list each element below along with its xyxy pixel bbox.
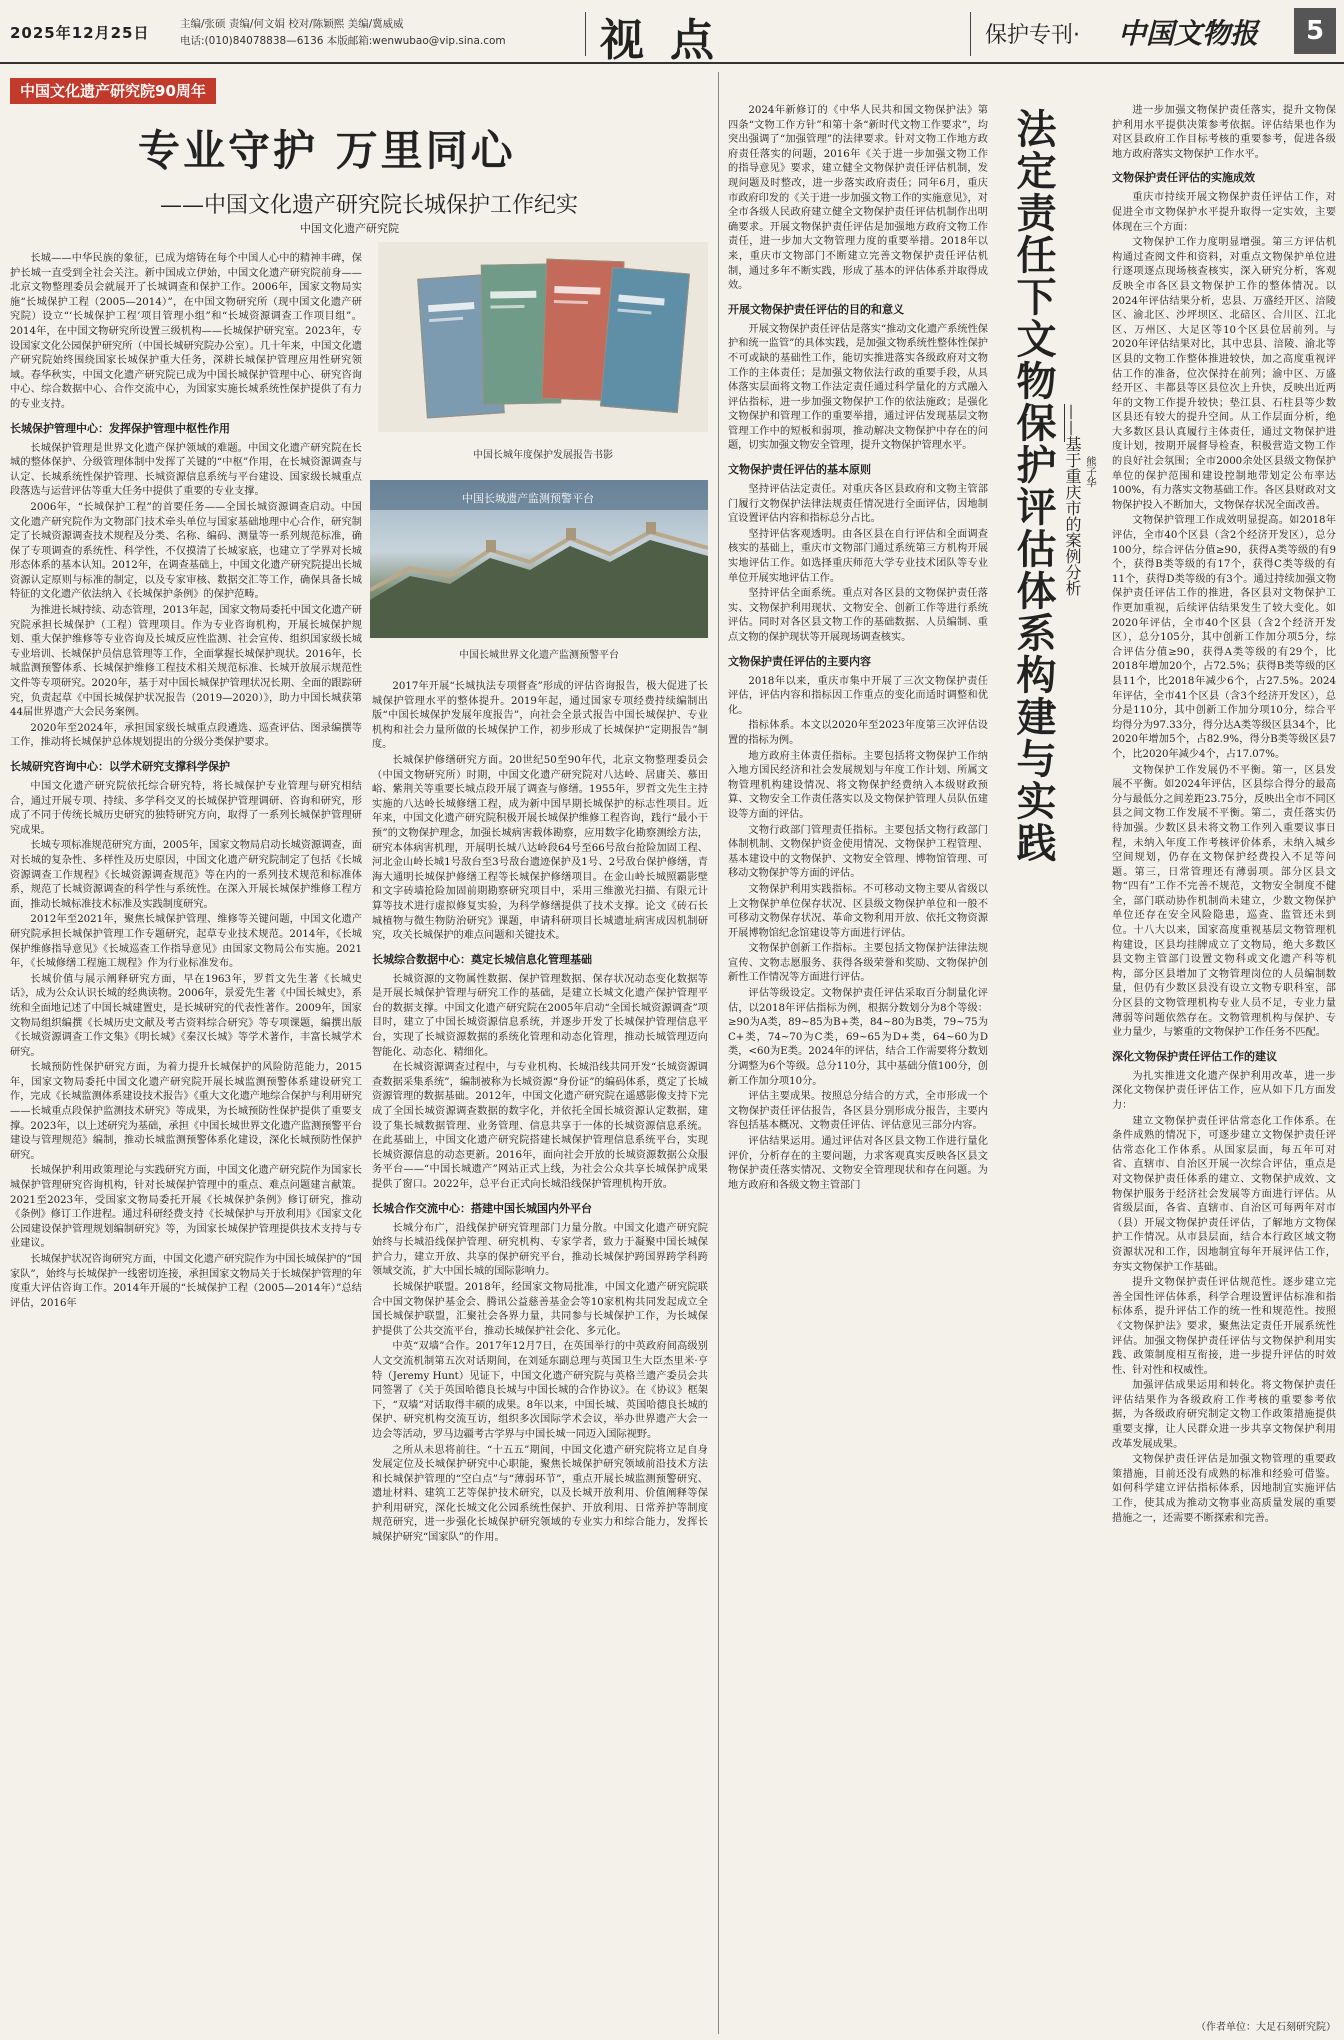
divider xyxy=(585,12,586,56)
paragraph: 开展文物保护责任评估是落实“推动文化遗产系统性保护和统一监管”的具体实践，是加强文物系统性整体性保护不可或缺的基础性工作，能切实推进落实各级政府对文物工作的主体责任；是加强文物依法行政的重要手段，从具体落实层面将文物工作法定责任通过科学量化的方式融入评估指标，进一步加强文物保护工作的依法施政；是强化文物保护和管理工作的重要举措，通过评估发现基层文物管理工作中的短板和弱项，推动解决文物保护中存在的问题，切实加强文物安全管理，提升文物保护管理水平。 xyxy=(728,323,988,452)
section-heading: 长城合作交流中心：搭建中国长城国内外平台 xyxy=(372,1201,592,1215)
right-article-author: 熊子华 xyxy=(1085,456,1097,488)
paragraph: 评估结果运用。通过评估对各区县文物工作进行量化评价，分析存在的主要问题，力求客观真实反映各区县文物保护责任落实情况、文物安全管理现状和存在问题。为地方政府和各级文物主管部门 xyxy=(728,1136,988,1191)
paragraph: 中英“双墙”合作。2017年12月7日，在英国举行的中英政府间高级别人文交流机制第五次对话期间，在刘延东副总理与英国卫生大臣杰里米·亨特（Jeremy Hunt）见证下，中国文化遗产研究院与英格兰遗产委员会共同签署了《关于英国哈德良长城与中国长城的合作协议》。在《协议》框架下，“双墙”对话取得丰硕的成果。8年以来，中国长城、英国哈德良长城的保护、研究机构交流互访，组织多次国际学术会议，举办世界遗产大会一边会等活动，罗马边疆考古学界与中国长城一同迈入国际视野。 xyxy=(372,1341,708,1440)
section-title: 视点 xyxy=(600,15,740,66)
paragraph: 文物保护创新工作指标。主要包括文物保护法律法规宣传、文物志愿服务、获得各级荣誉和奖励、文物保护创新性工作情况等方面进行评估。 xyxy=(728,943,988,984)
paragraph: 长城资源的文物属性数据、保护管理数据、保存状况动态变化数据等是开展长城保护管理与研究工作的基础，是建立长城文化遗产保护管理平台的数据支撑。中国文化遗产研究院在2005年启动“全国长城资源调查”项目时，建立了中国长城资源信息系统，并逐步开发了长城保护管理信息平台，实现了长城资源数据的系统化管理和动态化管理，推动长城管理迈向智能化、动态化、精细化。 xyxy=(372,973,708,1058)
paragraph: 地方政府主体责任指标。主要包括将文物保护工作纳入地方国民经济和社会发展规划与年度工作计划、所属文物管理机构建设情况、将文物保护经费纳入本级财政预算、文物安全工作责任落实以及文物保护管理人员队伍建设等方面的评估。 xyxy=(728,750,988,820)
page-number: 5 xyxy=(1294,8,1336,54)
article-column-4 xyxy=(1112,104,1336,2008)
divider xyxy=(970,12,971,56)
paragraph: 中国文化遗产研究院依托综合研究特，将长城保护专业管理与研究相结合，通过开展专项、持续、多学科交叉的长城保护管理调研、咨询和研究，形成了不同于传统长城历史研究的独特研究方向，取得了一系列长城保护管理研究成果。 xyxy=(10,781,362,836)
paragraph: 进一步加强文物保护责任落实，提升文物保护利用水平提供决策参考依据。评估结果也作为对区县政府工作目标考核的重要参考，促进各级地方政府落实文物保护工作水平。 xyxy=(1112,105,1336,160)
issue-date: 2025年12月25日 xyxy=(10,24,150,42)
editor-credits xyxy=(180,16,506,50)
column-rule xyxy=(718,72,719,2034)
paragraph: 长城——中华民族的象征，已成为熔铸在每个中国人心中的精神丰碑，保护长城一直受到全社会关注。新中国成立伊始，中国文化遗产研究院前身——北京文物整理委员会就展开了长城调查和保护工作。2006年，国家文物局实施“长城保护工程（2005—2014）”，在中国文物研究所（现中国文化遗产研究院）设立“‘长城保护工程’项目管理小组”和“长城资源调查工作项目组”。2014年，在中国文物研究所设置三级机构——长城保护研究室。2023年，专设国家文化公园保护研究所（中国长城研究院办公室）。几十年来，中国文化遗产研究院始终围绕国家长城保护重大任务，深耕长城保护管理应用性研究领域。春华秋实，中国文化遗产研究院已成为中国长城保护管理中心、研究咨询中心、综合数据中心、合作交流中心，为国家实施长城系统性保护提供了有力的专业支持。 xyxy=(10,253,362,410)
paragraph: 提升文物保护责任评估规范性。逐步建立完善全国性评估体系，科学合理设置评估标准和指标体系，提升评估工作的统一性和规范性。按照《文物保护法》要求，聚焦法定责任开展系统性评估。加强文物保护责任评估与文物保护利用实践、政策制度相互衔接，进一步提升评估的时效性、针对性和权威性。 xyxy=(1112,1277,1336,1376)
paragraph: 2024年新修订的《中华人民共和国文物保护法》第四条“文物工作方针”和第十条“新时代文物工作要求”，均突出强调了“加强管理”的法律要求。针对文物工作地方政府责任落实的问题，2016年《关于进一步加强文物工作的指导意见》要求，建立健全文物保护责任评估机制，发现问题及时整改，进一步落实政府责任；同年6月，重庆市政府印发的《关于进一步加强文物工作的实施意见》，对全市各级人民政府建立健全文物保护责任评估机制作出明确要求。开展文物保护责任评估是加强地方政府文物工作责任，进一步加大文物管理力度的重要举措。2018年以来，重庆市文物部门不断建立完善文物保护责任评估机制，通过多年不断实践，形成了基本的评估体系并取得成效。 xyxy=(728,105,988,292)
paragraph: 2012年至2021年，聚焦长城保护管理、维修等关键问题，中国文化遗产研究院承担长城保护管理工作专题研究，起草专业技术规范。2014年，《长城保护维修指导意见》《长城巡查工作指导意见》由国家文物局公布实施。2021年，《长城修缮工程施工规程》作为行业标准发布。 xyxy=(10,914,362,970)
anniversary-banner: 中国文化遗产研究院90周年 xyxy=(10,78,216,104)
paragraph: 2017年开展“长城执法专项督查”形成的评估咨询报告，极大促进了长城保护管理水平的整体提升。2019年起，通过国家专项经费持续编制出版“中国长城保护发展年度报告”，向社会全景式报告中国长城保护、专业机构和社会力量所做的长城保护工作，初步形成了长城保护“定期报告”制度。 xyxy=(372,681,708,751)
paragraph: 长城保护状况咨询研究方面，中国文化遗产研究院作为中国长城保护的“国家队”，始终与长城保护一线密切连接，承担国家文物局关于长城保护管理的年度重大评估咨询工作。2014年开展的“长城保护工程（2005—2014年）”总结评估，2016年 xyxy=(10,1254,362,1309)
paragraph: 2018年以来，重庆市集中开展了三次文物保护责任评估，评估内容和指标因工作重点的变化而适时调整和优化。 xyxy=(728,675,988,716)
platform-title: 中国长城遗产监测预警平台 xyxy=(462,492,594,505)
article-subheadline: ——中国文化遗产研究院长城保护工作纪实 xyxy=(160,193,579,218)
article-author: 中国文化遗产研究院 xyxy=(300,222,399,235)
monitoring-platform-screenshot xyxy=(370,480,708,638)
paragraph: 坚持评估客观透明。由各区县在自行评估和全面调查核实的基础上，重庆市文物部门通过系统第三方机构开展实地评估工作。如选择重庆师范大学专业技术团队等专业单位开展实地评估工作。 xyxy=(728,528,988,584)
paragraph: 坚持评估全面系统。重点对各区县的文物保护责任落实、文物保护利用现状、文物安全、创新工作等进行系统评估。同时对各区县文物工作的基础数据、人员编制、重点文物的保护现状等开展现场调查核实。 xyxy=(728,588,988,643)
paragraph: 文物保护工作发展仍不平衡。第一，区县发展不平衡。如2024年评估，区县综合得分的最高分与最低分之间差距23.75分，反映出全市不同区县之间文物工作发展不平衡。第二，责任落实仍待加强。少数区县未将文物工作列入重要议事日程，未纳入年度工作考核评价体系，未纳入城乡空间规划，仍存在文物保护经费投入不足等问题。第三，日常管理还有薄弱项。部分区县文物“四有”工作不完善不规范，文物安全制度不健全，部门联动协作机制尚未建立，少数文物保护单位还存在安全风险隐患，巡查、监管还未到位。十八大以来，国家高度重视基层文物管理机构建设，区县均挂牌成立了文物局，绝大多数区县文物主管部门设置文物科或文化遗产科等机构，部分区县增加了文物管理岗位的人员编制数量，但仍有少数区县没有设立文物专职科室，部分区县的文物管理机构专业人员不足，专业力量薄弱等问题依然存在。文物管理机构与保护、专业力量少，与繁重的文物保护工作任务不匹配。 xyxy=(1112,764,1336,1039)
article-headline: 专业守护 万里同心 xyxy=(138,126,516,175)
section-heading: 长城保护管理中心：发挥保护管理中枢性作用 xyxy=(10,421,230,435)
section-heading: 文物保护责任评估的主要内容 xyxy=(728,654,871,668)
paragraph: 文物行政部门管理责任指标。主要包括文物行政部门体制机制、文物保护资金使用情况、文物保护工程管理、基本建设中的文物保护、文物安全管理、博物馆管理、可移动文物保护等方面的评估。 xyxy=(728,824,988,880)
great-wall-illustration xyxy=(370,480,708,638)
paragraph: 2006年，“长城保护工程”的首要任务——全国长城资源调查启动。中国文化遗产研究院作为文物部门技术牵头单位与国家基础地理中心合作，研究制定了长城资源调查技术规程及分类、名称、编码、测量等一系列规范标准，确保了专项调查的系统性、科学性，不仅摸清了长城家底，也建立了学界对长城形态体系的基本认知。2012年，在调查基础上，中国文化遗产研究院提出长城资源认定原则与标准的制定，以及专家审核、数据交汇等工作，确保具备长城特征的文化遗产依法纳入《长城保护条例》的保护范畴。 xyxy=(10,501,362,601)
paragraph: 在长城资源调查过程中，与专业机构、长城沿线共同开发“长城资源调查数据采集系统”，编制被称为长城资源“身份证”的编码体系，奠定了长城资源管理的数据基础。2012年，中国文化遗产研究院在遥感影像支持下完成了全国长城资源调查数据的数字化，并依托全国长城资源认定数据，建设了集长城数据管理、业务管理、信息共享于一体的长城资源信息系统。在此基础上，中国文化遗产研究院搭建长城保护管理信息系统平台，实现长城资源信息的动态更新。2016年，面向社会开放的长城资源数据公众服务平台——“中国长城遗产”网站正式上线，为社会公众共享长城保护成果提供了窗口。2022年，总平台正式向长城沿线保护管理机构开放。 xyxy=(372,1062,708,1190)
author-affiliation: （作者单位：大足石刻研究院） xyxy=(1196,2022,1336,2033)
section-heading: 文物保护责任评估的基本原则 xyxy=(728,463,871,477)
paragraph: 文物保护管理工作成效明显提高。如2018年评估，全市40个区县（含2个经济开发区），总分100分，综合评估分值≥90，获得A类等级的有9个，获得B类等级的有17个，获得C类等级的有11个，获得D类等级的有3个。通过持续加强文物保护责任评估工作的推进，各区县对文物保护工作更加重视，后续评估结果发生了较大变化。如2020年评估，全市40个区县（含2个经济开发区），总分105分，其中创新工作加分项5分，综合评估分值≥90，获得A类等级的有29个，比2018年增加20个，占72.5%；获得B类等级的区县11个，比2018年减少6个，占27.5%。2024年评估，全市41个区县（含3个经济开发区），总分是110分，其中创新工作加分项10分，综合平均得分为97.33分，得分达A类等级区县34个，比2020年增加5个，占82.9%，得分B类等级区县7个，比2020年减少4个，占17.07%。 xyxy=(1112,515,1336,760)
paragraph: 长城分布广，沿线保护研究管理部门力量分散。中国文化遗产研究院始终与长城沿线保护管理、研究机构、专家学者，致力于凝聚中国长城保护合力，建立开放、共享的保护研究平台，推动长城保护跨国界跨学科跨领域交流，扩大中国长城的国际影响力。 xyxy=(372,1222,708,1278)
section-heading: 长城研究咨询中心：以学术研究支撑科学保护 xyxy=(10,760,230,773)
book-cover xyxy=(600,267,690,413)
paragraph: 评估主要成果。按照总分结合的方式，全市形成一个文物保护责任评估报告，各区县分别形成分报告，主要内容包括基本概况、文物责任评估、评估意见三部分内容。 xyxy=(728,1091,988,1132)
report-covers-photo xyxy=(378,242,708,432)
paragraph: 长城保护修缮研究方面。20世纪50至90年代，北京文物整理委员会（中国文物研究所）时期，中国文化遗产研究院对八达岭、居庸关、慕田峪、紫荆关等重要长城点段开展了调查与修缮。1955年，罗哲文先生主持实施的八达岭长城修缮工程，成为新中国早期长城保护的标志性项目。近年来，中国文化遗产研究院积极开展长城保护维修工程咨询，践行“最小干预”的文物保护理念，加强长城病害载体勘察，应用数字化勘察测绘方法，研究本体病害机理，开展明长城八达岭段64号至66号敌台抢险加固工程、河北金山岭长城1号敌台至3号敌台遗迹保护及1号、2号敌台保护修缮，青海大通明长城保护修缮工程等长城保护修缮项目。在金山岭长城照霸影壁和文字砖墙抢险加固前期勘察研究项目中，采用三维激光扫描、有限元计算等技术进行虚拟修复实验，为科学修缮提供了技术支撑。论文《砖石长城植物与微生物防治研究》课题，申请科研项目长城遗址病害成因机制研究，攻关长城保护的难点问题和关键技术。 xyxy=(372,754,708,942)
paragraph: 文物保护责任评估是加强文物管理的重要政策措施，目前还没有成熟的标准和经验可借鉴。如何科学建立评估指标体系，因地制宜实施评估工作，使其成为推动文物事业高质量发展的重要措施之一，还需要不断探索和完善。 xyxy=(1112,1454,1336,1524)
paragraph: 长城预防性保护研究方面，为着力提升长城保护的风险防范能力，2015年，国家文物局委托中国文化遗产研究院开展长城监测预警体系建设研究工作，完成《长城监测体系建设技术报告》《重大文化遗产地综合保护与利用研究——长城重点段保护监测技术研究》等成果，为长城预防性保护提供了重要支撑。2023年，以上述研究为基础，承担《中国长城世界文化遗产监测预警平台建设与管理规范》编制，推动长城监测预警体系化建设，深化长城预防性保护研究。 xyxy=(10,1062,362,1161)
paragraph: 长城专项标准规范研究方面，2005年，国家文物局启动长城资源调查，面对长城的复杂性、多样性及历史原因，中国文化遗产研究院制定了包括《长城资源调查工作规程》《长城资源调查规范》等在内的一系列技术规范和标准体系，规范了长城资源调查的科学性与系统性。在深入开展长城保护维修工程方面，推动长城标准技术标准及实践制度研究。 xyxy=(10,840,362,910)
paragraph: 为推进长城持续、动态管理，2013年起，国家文物局委托中国文化遗产研究院承担长城保护（工程）管理项目。作为专业咨询机构，开展长城保护规划、重大保护维修等专业咨询及长城反应性监测、社会宣传、组织国家级长城专业培训、长城保护员信息管理等工作，全面掌握长城保护现状。2016年，长城监测预警体系、长城保护维修工程技术相关规范标准、长城开放展示规范性文件等专项研究。2020年，基于对中国长城保护管理状况长期、全面的跟踪研究，负责起草《中国长城保护状况报告（2019—2020）》，助力中国长城获第44届世界遗产大会民务案例。 xyxy=(10,605,362,719)
section-heading: 文物保护责任评估的实施成效 xyxy=(1112,171,1255,185)
masthead xyxy=(0,0,1344,64)
paragraph: 长城保护管理是世界文化遗产保护领域的难题。中国文化遗产研究院在长城的整体保护、分级管理体制中发挥了关键的“中枢”作用，在长城资源调查与认定、长城系统性保护管理、长城资源信息系统与平台建设、国家级长城重点段落选与运营评估等重大任务中提供了重要的专业支撑。 xyxy=(10,442,362,498)
special-edition-label: 保护专刊· xyxy=(985,23,1080,48)
article-column-3 xyxy=(728,104,988,2034)
section-heading: 开展文物保护责任评估的目的和意义 xyxy=(728,302,904,316)
paragraph: 建立文物保护责任评估常态化工作体系。在条件成熟的情况下，可逐步建立文物保护责任评估常态化工作体系。从国家层面，每五年可对省、直辖市、自治区开展一次综合评估，重点是对文物保护责任体系的建立、文物保护成效、文物保护服务于经济社会发展等方面进行评估。从省级层面，各省、直辖市、自治区可每两年对市（县）开展文物保护责任评估，了解地方文物保护工作情况。从市县层面，结合本行政区域文物资源状况和工作，因地制宜每年开展评估工作，夯实文物保护工作基础。 xyxy=(1112,1115,1336,1273)
paragraph: 长城价值与展示阐释研究方面，早在1963年，罗哲文先生著《长城史话》，成为公众认识长城的经典读物。2006年，景爱先生著《中国长城史》，系统和全面地记述了中国长城建置史，是长城研究的代表性著作。2009年，国家文物局组织编撰《长城历史文献及考古资料综合研究》等专项课题，编撰出版《长城资源调查工作文集》《明长城》《秦汉长城》等学术著作，丰富长城学术研究。 xyxy=(10,973,362,1058)
photo-caption: 中国长城年度保护发展报告书影 xyxy=(473,450,613,461)
paragraph: 文物保护利用实践指标。不可移动文物主要从省级以上文物保护单位保存状况、区县级文物保护单位和一般不可移动文物保存状况、革命文物利用开放、依托文物资源开展博物馆纪念馆建设等方面进行评估。 xyxy=(728,883,988,939)
paragraph: 重庆市持续开展文物保护责任评估工作，对促进全市文物保护水平提升取得一定实效，主要体现在三个方面： xyxy=(1112,192,1336,233)
paragraph: 2020年至2024年，承担国家级长城重点段遴选、巡查评估、图录编撰等工作，推动将长城保护总体规划提出的分级分类保护要求。 xyxy=(10,722,362,749)
contact-line: 电话:(010)84078838—6136 本版邮箱:wenwubao@vip.sina.com xyxy=(180,35,506,47)
article-column-2 xyxy=(372,680,708,2034)
section-heading: 深化文物保护责任评估工作的建议 xyxy=(1112,1049,1277,1063)
right-article-subtitle: ——基于重庆市的案例分析 xyxy=(1063,404,1082,596)
paragraph: 之所从未思将前往。“十五五”期间，中国文化遗产研究院将立足自身发展定位及长城保护研究中心职能，聚焦长城保护研究领域前沿技术方法和长城保护管理的“空白点”与“薄弱环节”，重点开展长城监测预警研究、遗址材料、建筑工艺等保护技术研究，以及长城开放利用、价值阐释等保护利用研究，深化长城文化公园系统性保护、开放利用、日常养护等制度规范研究，进一步强化长城保护研究领域的专业实力和综合能力，发挥长城保护研究“国家队”的作用。 xyxy=(372,1444,708,1544)
paragraph: 坚持评估法定责任。对重庆各区县政府和文物主管部门履行文物保护法律法规责任情况进行全面评估，因地制宜设置评估内容和指标总分占比。 xyxy=(728,484,988,525)
paragraph: 加强评估成果运用和转化。将文物保护责任评估结果作为各级政府工作考核的重要参考依据，为各级政府研究制定文物工作政策措施提供重要支撑，让人民群众进一步共享文物保护利用改革发展成果。 xyxy=(1112,1380,1336,1450)
paragraph: 指标体系。本文以2020年至2023年度第三次评估设置的指标为例。 xyxy=(728,720,988,746)
newspaper-logo: 中国文物报 xyxy=(1118,17,1259,50)
editor-line: 主编/张硕 责编/何文娟 校对/陈颖熙 美编/冀威威 xyxy=(180,18,404,30)
paragraph: 长城保护利用政策理论与实践研究方面，中国文化遗产研究院作为国家长城保护管理研究咨询机构，针对长城保护管理中的重点、难点问题建言献策。2021至2023年，受国家文物局委托开展《长城保护条例》修订研究，推动《条例》修订工作进程。通过科研经费支持《长城保护与开放利用》《国家文化公园建设保护管理规划编制研究》等，为国家长城保护管理提供技术支持与专业建议。 xyxy=(10,1165,362,1250)
paragraph: 长城保护联盟。2018年，经国家文物局批准，中国文化遗产研究院联合中国文物保护基金会、腾讯公益慈善基金会等10家机构共同发起成立全国长城保护联盟，汇聚社会各界力量，共同参与长城保护工作，为长城保护提供了公共交流平台，推动长城保护社会化、多元化。 xyxy=(372,1281,708,1337)
article-column-1 xyxy=(10,252,362,2034)
paragraph: 为扎实推进文化遗产保护利用改革，进一步深化文物保护责任评估工作，应从如下几方面发力： xyxy=(1112,1070,1336,1111)
photo-caption: 中国长城世界文化遗产监测预警平台 xyxy=(459,650,619,661)
section-heading: 长城综合数据中心：奠定长城信息化管理基础 xyxy=(372,952,592,966)
paragraph: 评估等级设定。文物保护责任评估采取百分制量化评估，以2018年评估指标为例，根据分数划分为8个等级：≥90为A类，89~85为B+类，84~80为B类，79~75为C+类，74~70为C类，69~65为D+类，64~60为D类，<60为E类。2024年的评估，结合工作需要将分数划分调整为6个等级。总分110分，其中基础分值100分，创新工作加分项10分。 xyxy=(728,988,988,1087)
paragraph: 文物保护工作力度明显增强。第三方评估机构通过查阅文件和资料，对重点文物保护单位进行逐项逐点现场核查核实，深入研究分析，客观反映全市各区县文物保护工作的整体情况。以2024年评估结果分析，忠县、万盛经开区、涪陵区、渝北区、沙坪坝区、北碚区、合川区、江北区、万州区、大足区等10个区县位居前列。与2020年评估结果对比，其中忠县、涪陵、渝北等区县的文物工作整体推进较快，加之高度重视评估工作的准备，位次保持在前列；渝中区、万盛经开区、丰都县等区县位次上升快，反映出近两年的文物工作提升较快；垫江县、石柱县等少数区县还有较大的提升空间。从工作层面分析，绝大多数区县认真履行主体责任，通过文物保护进度计划，按期开展督导检查，积极营造文物工作的良好社会氛围；全市2000余处区县级文物保护单位的保护范围和建设控制地带划定公布率达100%，有力落实文物基础工作。各区县财政对文物保护投入不断加大，文物保存状况全面改善。 xyxy=(1112,237,1336,511)
right-article-title: 法定责任下文物保护评估体系构建与实践 xyxy=(1010,108,1057,864)
